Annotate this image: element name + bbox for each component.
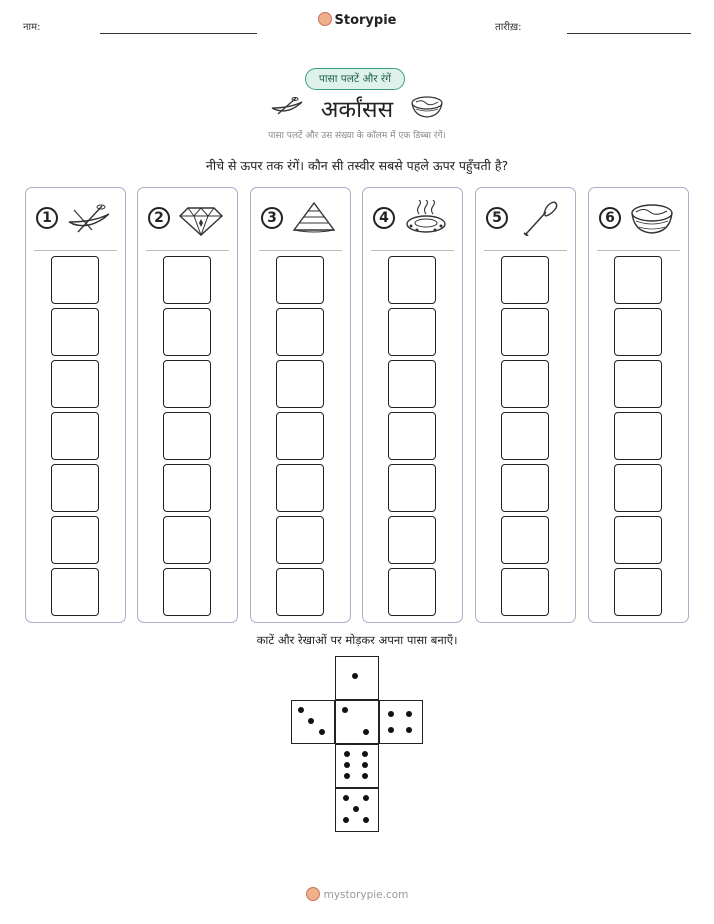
column-divider [146, 250, 229, 251]
color-box[interactable] [614, 412, 662, 460]
color-box[interactable] [276, 308, 324, 356]
color-box[interactable] [51, 308, 99, 356]
color-box[interactable] [51, 360, 99, 408]
color-box[interactable] [51, 516, 99, 564]
pip [343, 795, 349, 801]
color-box[interactable] [163, 412, 211, 460]
color-box[interactable] [501, 308, 549, 356]
date-label: तारीख़: [495, 22, 522, 33]
pip [362, 762, 368, 768]
pip [298, 707, 304, 713]
pip [362, 773, 368, 779]
brand-logo [0, 12, 714, 28]
die-face-one-top [335, 656, 379, 700]
pip [362, 751, 368, 757]
pip [344, 762, 350, 768]
storypie-mascot-icon [318, 12, 332, 26]
color-box[interactable] [501, 464, 549, 512]
color-box[interactable] [51, 568, 99, 616]
die-face-six [335, 744, 379, 788]
column-divider [34, 250, 117, 251]
river-bowl-icon [410, 94, 444, 120]
column-number: 2 [148, 207, 170, 229]
page-title: अर्कांसस [320, 97, 394, 123]
column-number: 6 [599, 207, 621, 229]
pip [388, 727, 394, 733]
diamond-icon [178, 200, 224, 236]
color-box[interactable] [163, 516, 211, 564]
column-2 [137, 187, 238, 623]
color-box[interactable] [276, 516, 324, 564]
brand-name: Storypie [334, 13, 397, 28]
color-box[interactable] [163, 568, 211, 616]
pip [342, 707, 348, 713]
color-box[interactable] [501, 568, 549, 616]
pip [319, 729, 325, 735]
river-bowl-icon [629, 200, 675, 236]
color-box[interactable] [276, 464, 324, 512]
name-label: नाम: [23, 22, 41, 33]
die-face-four [379, 700, 423, 744]
pip [353, 806, 359, 812]
column-3 [250, 187, 351, 623]
color-box[interactable] [163, 464, 211, 512]
color-box[interactable] [163, 256, 211, 304]
color-box[interactable] [501, 516, 549, 564]
color-box[interactable] [388, 464, 436, 512]
pip [344, 773, 350, 779]
color-box[interactable] [614, 308, 662, 356]
color-box[interactable] [614, 516, 662, 564]
column-5 [475, 187, 576, 623]
column-number: 5 [486, 207, 508, 229]
storypie-mascot-icon [306, 887, 320, 901]
color-box[interactable] [276, 412, 324, 460]
column-6 [588, 187, 689, 623]
column-divider [259, 250, 342, 251]
column-1 [25, 187, 126, 623]
color-box[interactable] [276, 360, 324, 408]
pip [363, 795, 369, 801]
column-4 [362, 187, 463, 623]
column-number: 4 [373, 207, 395, 229]
color-box[interactable] [614, 256, 662, 304]
color-box[interactable] [501, 412, 549, 460]
column-number: 3 [261, 207, 283, 229]
name-field-line[interactable] [100, 33, 257, 34]
activity-pill: पासा पलटें और रंगें [305, 68, 405, 90]
footer-url[interactable]: mystorypie.com [323, 889, 409, 901]
instruction: नीचे से ऊपर तक रंगें। कौन सी तस्वीर सबसे पहले ऊपर पहुँचती है? [205, 158, 509, 173]
subtitle: पासा पलटें और उस संख्या के कॉलम में एक डिब्बा रंगें। [268, 131, 446, 141]
color-box[interactable] [388, 256, 436, 304]
color-box[interactable] [614, 568, 662, 616]
date-field-line[interactable] [567, 33, 691, 34]
die-face-five [335, 788, 379, 832]
color-box[interactable] [388, 412, 436, 460]
color-box[interactable] [51, 412, 99, 460]
hot-spring-icon [403, 200, 449, 236]
color-box[interactable] [388, 516, 436, 564]
die-face-one-center [335, 700, 379, 744]
color-box[interactable] [614, 360, 662, 408]
pip [352, 673, 358, 679]
pip [344, 751, 350, 757]
color-box[interactable] [501, 256, 549, 304]
pip [406, 727, 412, 733]
color-box[interactable] [51, 464, 99, 512]
pip [308, 718, 314, 724]
footer [0, 887, 714, 901]
pip [363, 729, 369, 735]
die-face-three [291, 700, 335, 744]
color-box[interactable] [51, 256, 99, 304]
pip [388, 711, 394, 717]
pip [406, 711, 412, 717]
column-divider [597, 250, 680, 251]
color-box[interactable] [501, 360, 549, 408]
color-box[interactable] [163, 308, 211, 356]
paddle-icon [516, 200, 562, 236]
color-box[interactable] [276, 256, 324, 304]
color-box[interactable] [388, 360, 436, 408]
color-box[interactable] [388, 568, 436, 616]
color-box[interactable] [163, 360, 211, 408]
color-box[interactable] [388, 308, 436, 356]
pip [363, 817, 369, 823]
color-box[interactable] [614, 464, 662, 512]
pyramid-icon [291, 200, 337, 236]
column-divider [484, 250, 567, 251]
color-box[interactable] [276, 568, 324, 616]
column-number: 1 [36, 207, 58, 229]
canoe-icon [66, 200, 112, 236]
die-caption: काटें और रेखाओं पर मोड़कर अपना पासा बनाएँ। [256, 633, 458, 647]
pip [343, 817, 349, 823]
column-divider [371, 250, 454, 251]
